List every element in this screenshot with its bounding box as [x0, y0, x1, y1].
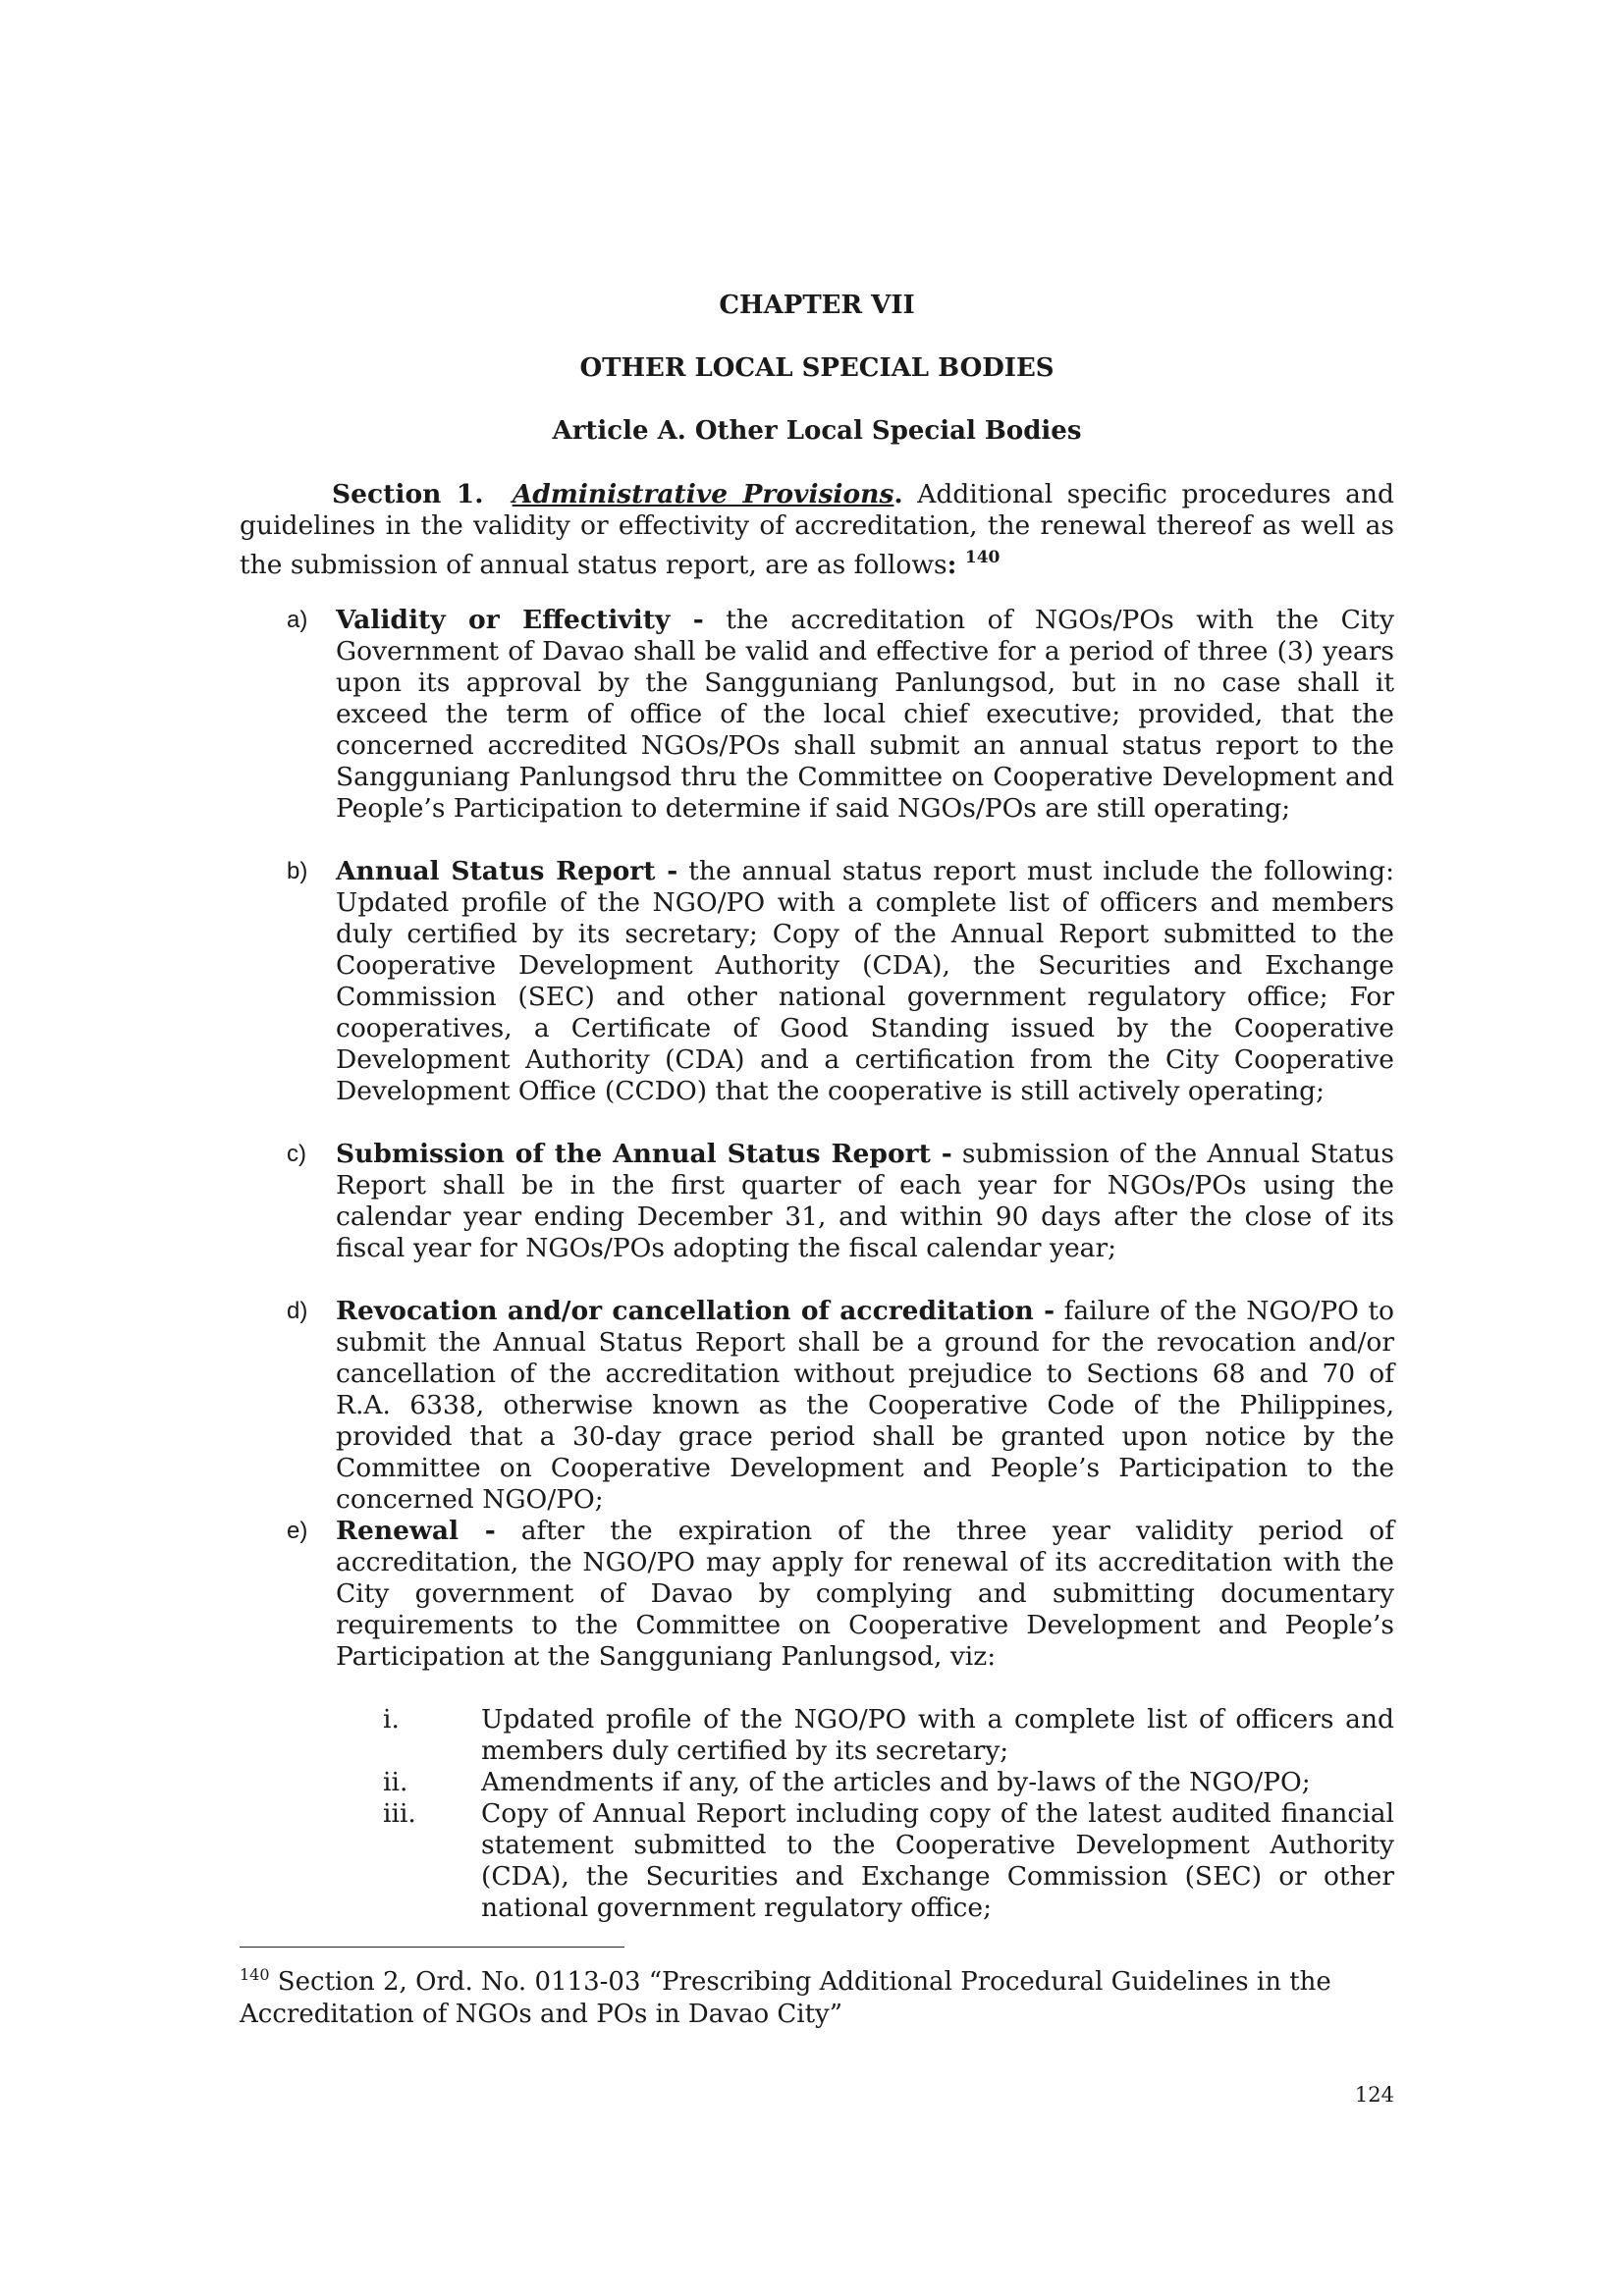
footnote-ref: 140: [964, 548, 1001, 567]
list-item-heading: Validity or Effectivity -: [336, 605, 704, 635]
list-item-heading: Submission of the Annual Status Report -: [336, 1139, 952, 1169]
sub-list-text: Amendments if any, of the articles and by-laws of the NGO/PO;: [481, 1767, 1311, 1797]
sub-list-text: Copy of Annual Report including copy of the latest audited financial statement submitted to the Cooperative Development Authority (CDA), the Securities and Exchange Commission (SEC) or other national government regulatory office;: [481, 1798, 1394, 1923]
page-number: 124: [1354, 2083, 1394, 2107]
list-item-body: after the expiration of the three year validity period of accreditation, the NGO/PO may apply for renewal of its accreditation with the City government of Davao by complying and submitting documentary requirements to the Committee on Cooperative Development and People’s Participation at the Sangguniang Panlungsod, viz:: [336, 1516, 1394, 1672]
section-label: Section 1.: [332, 479, 484, 509]
list-item-label: c): [287, 1141, 306, 1167]
section-title-period: .: [893, 479, 903, 509]
list-item-body: failure of the NGO/PO to submit the Annual Status Report shall be a ground for the revocation and/or cancellation of the accreditation without prejudice to Sections 68 and 70 of R.A. 6338, otherwise known as the Cooperative Code of the Philippines, provided that a 30-day grace period shall be granted upon notice by the Committee on Cooperative Development and People’s Participation to the concerned NGO/PO;: [336, 1296, 1394, 1515]
footnote: [240, 1958, 1394, 2031]
sub-list-label: i.: [383, 1704, 400, 1735]
footnote-divider: [240, 1947, 624, 1948]
list-item-text: [336, 1139, 1394, 1264]
list-item-label: a): [287, 607, 308, 633]
list-item-text: [336, 605, 1394, 825]
list-item-text: [336, 1516, 1394, 1673]
list-item-label: b): [287, 858, 308, 884]
list-item-heading: Renewal -: [336, 1516, 496, 1546]
chapter-heading: CHAPTER VII: [719, 291, 915, 320]
section-colon: :: [947, 550, 957, 580]
article-heading: Article A. Other Local Special Bodies: [552, 416, 1082, 446]
list-item-body: the accreditation of NGOs/POs with the City Government of Davao shall be valid and effective for a period of three (3) years upon its approval by the Sangguniang Panlungsod, but in no case shall it exceed the term of office of the local chief executive; provided, that the concerned accredited NGOs/POs shall submit an annual status report to the Sangguniang Panlungsod thru the Committee on Cooperative Development and People’s Participation to determine if said NGOs/POs are still operating;: [336, 605, 1394, 824]
list-item-text: [336, 1296, 1394, 1516]
list-item-text: [336, 856, 1394, 1107]
chapter-title: OTHER LOCAL SPECIAL BODIES: [579, 353, 1055, 383]
section-intro: Additional specific procedures and guidelines in the validity or effectivity of accreditation, the renewal thereof as well as the submission of annual status report, are as follows: [240, 479, 1394, 580]
section-title: Administrative Provisions: [512, 479, 894, 509]
list-item-label: d): [287, 1298, 308, 1324]
sub-list-text: Updated profile of the NGO/PO with a complete list of officers and members duly certified by its secretary;: [481, 1704, 1394, 1766]
list-item-body: submission of the Annual Status Report shall be in the first quarter of each year for NGOs/POs using the calendar year ending December 31, and within 90 days after the close of its fiscal year for NGOs/POs adopting the fiscal calendar year;: [336, 1139, 1394, 1263]
list-item-label: e): [287, 1518, 308, 1544]
section-paragraph: [240, 479, 1394, 581]
list-item-heading: Annual Status Report -: [336, 856, 678, 886]
footnote-number: 140: [240, 1965, 270, 1984]
list-item-body: the annual status report must include the following: Updated profile of the NGO/PO with a complete list of officers and members duly certified by its secretary; Copy of the Annual Report submitted to the Cooperative Development Authority (CDA), the Securities and Exchange Commission (SEC) and other national government regulatory office; For cooperatives, a Certificate of Good Standing issued by the Cooperative Development Authority (CDA) and a certification from the City Cooperative Development Office (CCDO) that the cooperative is still actively operating;: [336, 856, 1394, 1106]
list-item-heading: Revocation and/or cancellation of accreditation -: [336, 1296, 1055, 1326]
sub-list-label: ii.: [383, 1767, 408, 1797]
footnote-text: Section 2, Ord. No. 0113-03 “Prescribing Additional Procedural Guidelines in the Accreditation of NGOs and POs in Davao City”: [240, 1967, 1331, 2029]
sub-list-label: iii.: [383, 1798, 416, 1829]
